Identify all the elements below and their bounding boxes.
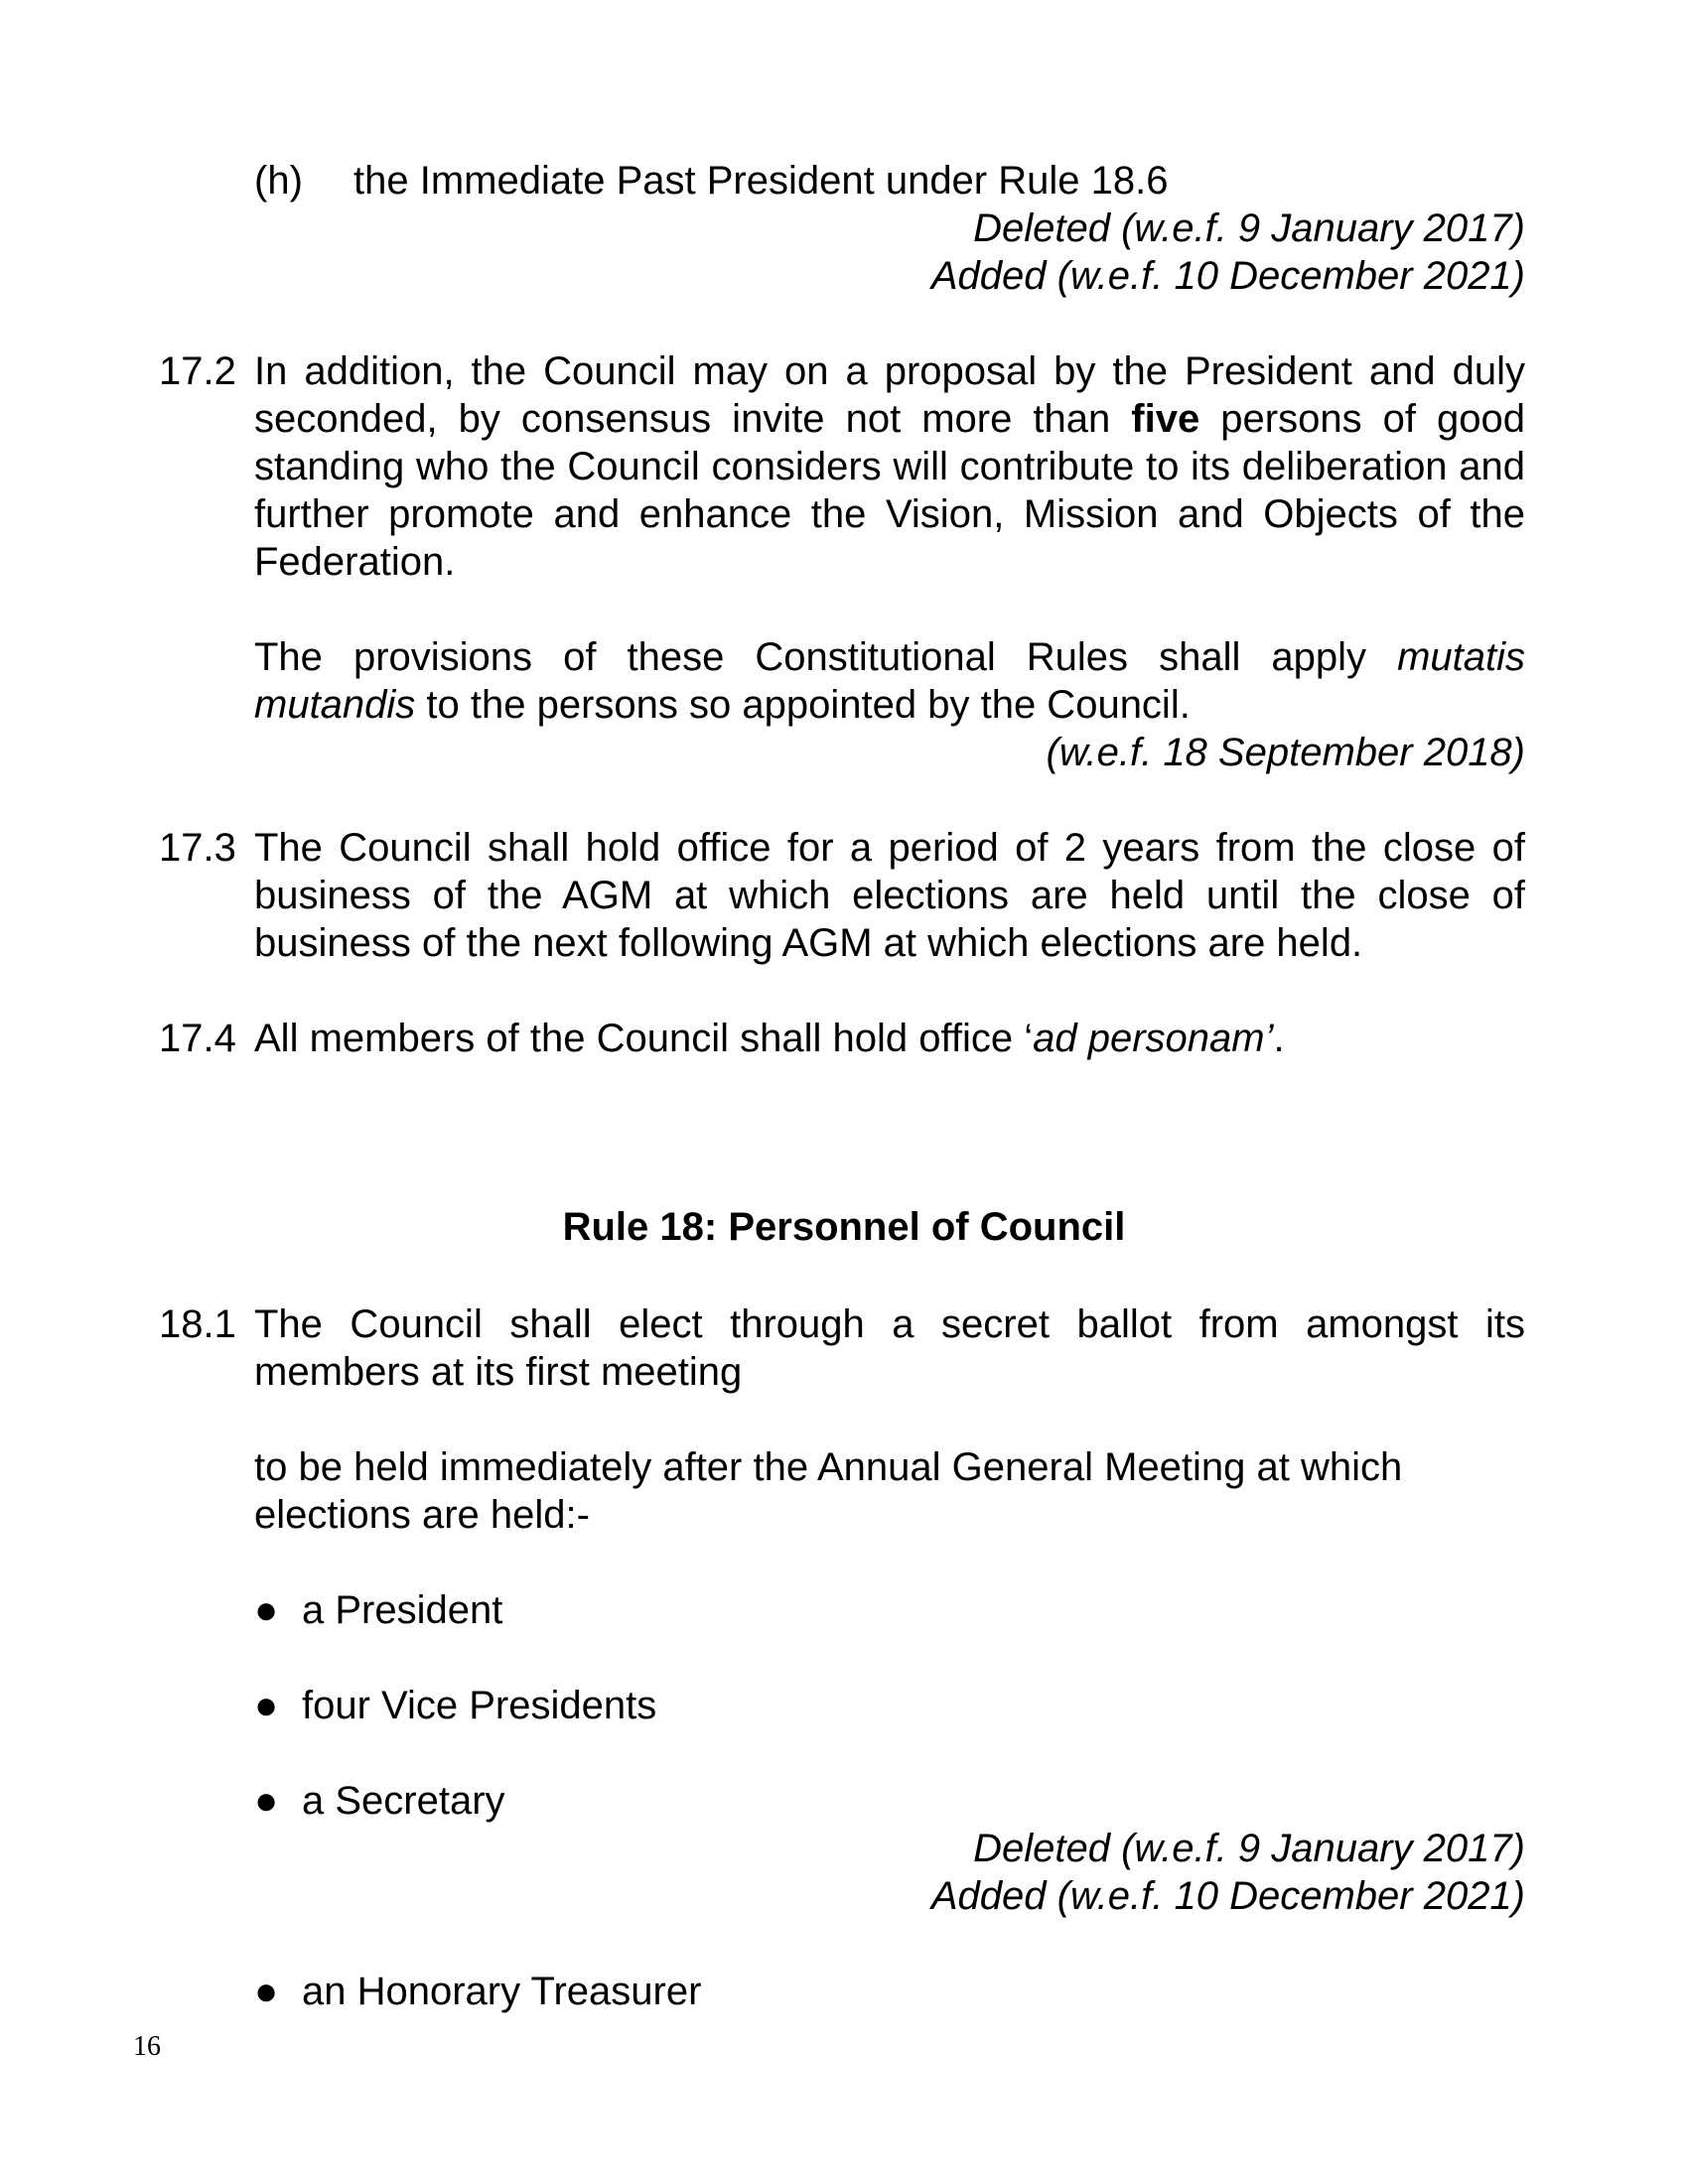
bullet-text-treasurer: an Honorary Treasurer — [302, 1970, 702, 2013]
rule-17-2-note: (w.e.f. 18 September 2018) — [1046, 731, 1525, 774]
rule-17-2-para2-italic: mutatis mutandis — [254, 635, 1525, 727]
rule-17-4-number: 17.4 — [159, 1017, 236, 1060]
item-h-note-deleted: Deleted (w.e.f. 9 January 2017) — [973, 206, 1525, 250]
item-h-text: the Immediate Past President under Rule 18.6 — [353, 159, 1169, 203]
rule-17-2-paragraph-2 — [254, 633, 1525, 729]
bullet-dot: ● — [254, 1684, 279, 1727]
rule-17-4-text-b: . — [1273, 1017, 1285, 1060]
rule-17-2-paragraph-1 — [254, 347, 1525, 586]
bullet-dot: ● — [254, 1970, 279, 2013]
rule-17-3-number: 17.3 — [159, 826, 236, 870]
item-h-label: (h) — [254, 159, 303, 203]
rule-18-1-note-added: Added (w.e.f. 10 December 2021) — [930, 1874, 1525, 1918]
rule-18-heading: Rule 18: Personnel of Council — [562, 1205, 1126, 1249]
rule-17-2-para2-text-b: to the persons so appointed by the Council. — [415, 683, 1191, 727]
rule-17-4-italic: ad personam’ — [1033, 1017, 1274, 1060]
rule-18-1-note-deleted: Deleted (w.e.f. 9 January 2017) — [973, 1827, 1525, 1870]
rule-17-4-text-a: All members of the Council shall hold office ‘ — [254, 1017, 1034, 1060]
rule-17-3-text: The Council shall hold office for a period of 2 years from the close of business of the AGM at which elections are held until the close of business of the next following AGM at which elections are held. — [254, 826, 1525, 965]
item-h-note-added: Added (w.e.f. 10 December 2021) — [930, 254, 1525, 298]
bullet-item — [254, 1968, 701, 2015]
bullet-text-vice-presidents: four Vice Presidents — [302, 1684, 657, 1727]
bullet-item — [254, 1682, 656, 1729]
rule-17-4-text — [254, 1015, 1525, 1062]
rule-17-2-para1-bold: five — [1131, 397, 1200, 441]
rule-18-1-paragraph-2: to be held immediately after the Annual General Meeting at which elections are held:- — [254, 1445, 1403, 1537]
bullet-item — [254, 1777, 505, 1825]
bullet-dot: ● — [254, 1588, 279, 1632]
bullet-dot: ● — [254, 1779, 279, 1823]
rule-17-2-para1-text-a: In addition, the Council may on a proposal by the President and duly seconded, by consensus invite not more than — [254, 349, 1525, 441]
rule-18-1-paragraph-1: The Council shall elect through a secret ballot from amongst its members at its first meeting — [254, 1302, 1525, 1394]
bullet-text-secretary: a Secretary — [302, 1779, 505, 1823]
bullet-item — [254, 1586, 502, 1634]
bullet-text-president: a President — [302, 1588, 503, 1632]
rule-17-2-para1-text-b: persons of good standing who the Council considers will contribute to its deliberation and further promote and enhance the Vision, Mission and Objects of the Federation. — [254, 397, 1525, 584]
rule-18-1-number: 18.1 — [159, 1302, 236, 1346]
rule-17-2-para2-text-a: The provisions of these Constitutional Rules shall apply — [254, 635, 1398, 679]
rule-17-2-number: 17.2 — [159, 349, 236, 393]
page-number: 16 — [133, 2031, 161, 2062]
